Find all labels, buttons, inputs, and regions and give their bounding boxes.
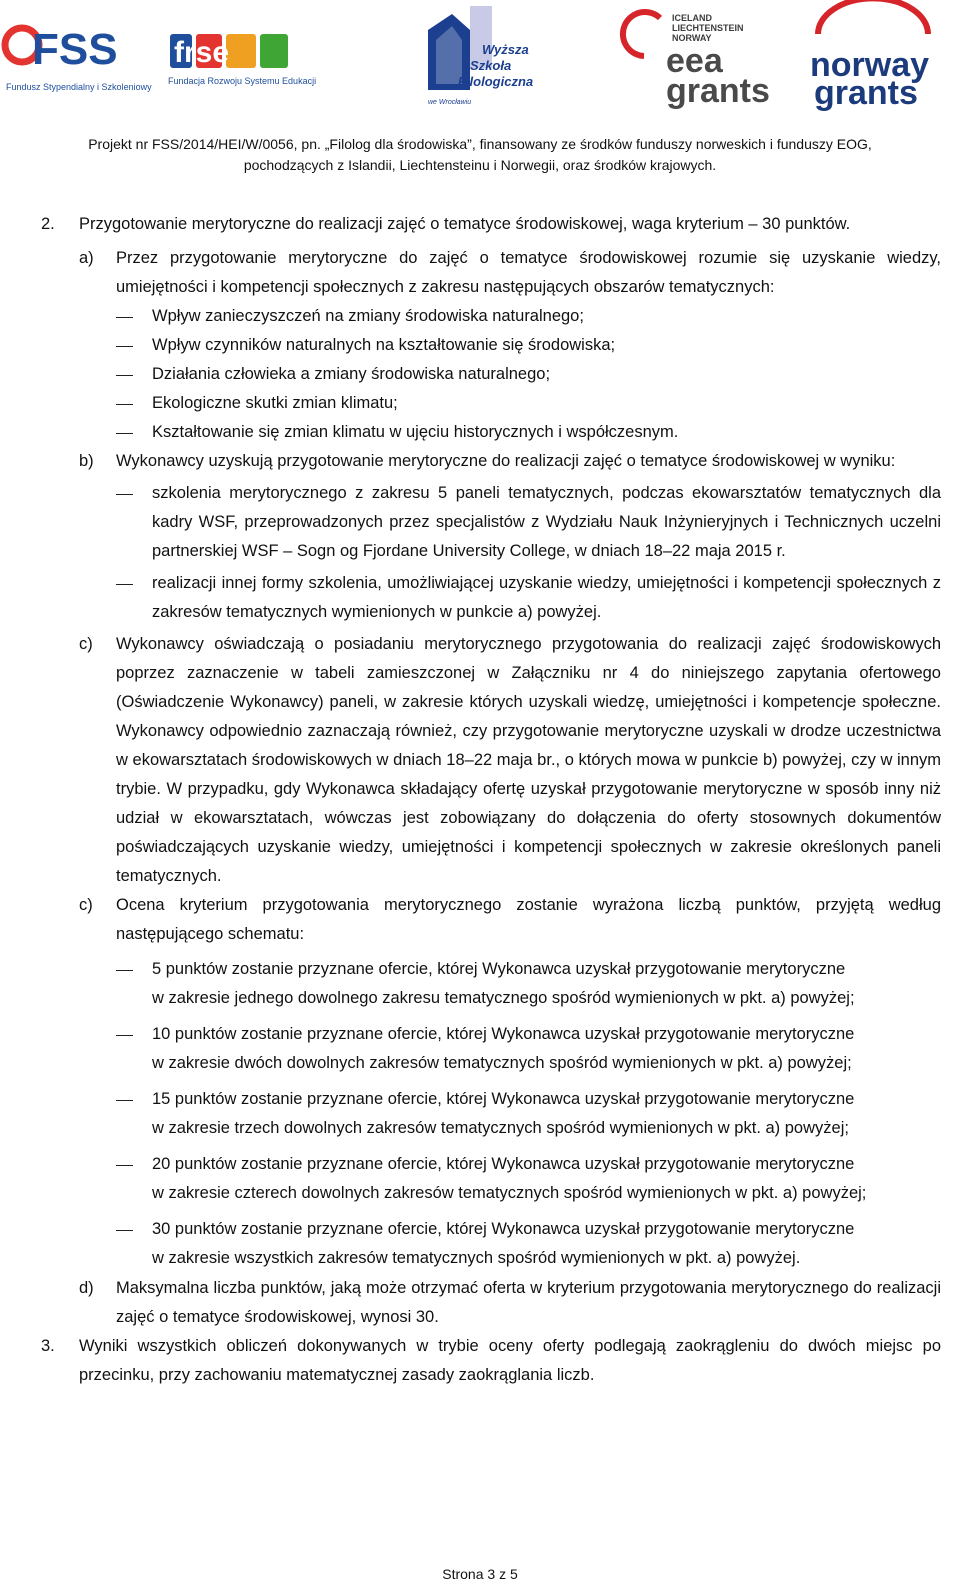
dash-bullet <box>116 404 133 405</box>
project-line-2: pochodzących z Islandii, Liechtensteinu i Norwegii, oraz środków krajowych. <box>243 157 717 173</box>
svg-text:NORWAY: NORWAY <box>672 33 712 43</box>
list-item: Wpływ czynników naturalnych na kształtowanie się środowiska; <box>152 331 942 360</box>
dash-bullet <box>116 433 133 434</box>
dash-bullet <box>116 317 133 318</box>
section-2-text: Przygotowanie merytoryczne do realizacji zajęć o tematyce środowiskowej, waga kryterium – 30 punktów. <box>79 215 851 233</box>
section-number: 3. <box>41 1337 55 1355</box>
svg-text:grants: grants <box>666 72 770 110</box>
list-item: Kształtowanie się zmian klimatu w ujęciu historycznych i współczesnym. <box>152 418 942 447</box>
logo-strip <box>0 0 960 118</box>
scoring-item: 15 punktów zostanie przyznane ofercie, której Wykonawca uzyskał przygotowanie merytoryczne w zakresie trzech dowolnych zakresów tematycznych spośród wymienionych w pkt. a) powyżej; <box>152 1085 942 1143</box>
item-c-scoring <box>0 891 960 949</box>
scoring-list <box>0 955 960 1273</box>
item-a-text: Przez przygotowanie merytoryczne do zajęć o tematyce środowiskowej rozumie się uzyskanie wiedzy, umiejętności i kompetencji społecznych z zakresu następujących obszarów tematycznych: <box>116 249 941 296</box>
logos-svg <box>0 0 960 118</box>
project-header <box>20 134 940 176</box>
svg-text:Filologiczna: Filologiczna <box>458 74 534 89</box>
svg-text:we Wrocławiu: we Wrocławiu <box>428 99 472 106</box>
svg-text:norway: norway <box>810 46 930 84</box>
list-item: Działania człowieka a zmiany środowiska naturalnego; <box>152 360 942 389</box>
dash-bullet <box>116 375 133 376</box>
frse-logo <box>168 34 316 86</box>
list-item: szkolenia merytorycznego z zakresu 5 paneli tematycznych, podczas ekowarsztatów tematycznych dla kadry WSF, przeprowadzonych przez specjalistów z Wydziału Nauk Inżynieryjnych i Technicznych uczelni partnerskiej WSF – Sogn og Fjordane University College, w dniach 18–22 maja 2015 r. <box>152 479 941 566</box>
scoring-item: 10 punktów zostanie przyznane ofercie, której Wykonawca uzyskał przygotowanie merytoryczne w zakresie dwóch dowolnych zakresów tematycznych spośród wymienionych w pkt. a) powyżej; <box>152 1020 942 1078</box>
list-item: Ekologiczne skutki zmian klimatu; <box>152 389 942 418</box>
svg-text:grants: grants <box>814 74 918 112</box>
svg-text:frse: frse <box>174 36 230 69</box>
svg-text:Szkoła: Szkoła <box>470 58 512 73</box>
document-body <box>0 210 960 1390</box>
svg-text:LIECHTENSTEIN: LIECHTENSTEIN <box>672 23 744 33</box>
dash-bullet <box>116 584 133 585</box>
item-b-list <box>0 479 960 627</box>
project-line-1: Projekt nr FSS/2014/HEI/W/0056, pn. „Filolog dla środowiska”, finansowany ze środków funduszy norweskich i funduszy EOG, <box>88 136 872 152</box>
item-b-text: Wykonawcy uzyskują przygotowanie merytoryczne do realizacji zajęć o tematyce środowiskowej w wyniku: <box>116 452 896 470</box>
svg-text:FSS: FSS <box>32 25 118 74</box>
item-d-text: Maksymalna liczba punktów, jaką może otrzymać oferta w kryterium przygotowania merytorycznego do realizacji zajęć o tematyce środowiskowej, wynosi 30. <box>116 1279 941 1326</box>
svg-text:Wyższa: Wyższa <box>482 42 529 57</box>
section-3 <box>0 1332 960 1390</box>
item-label: d) <box>79 1279 94 1297</box>
fss-logo <box>5 25 152 92</box>
scoring-item: 5 punktów zostanie przyznane ofercie, której Wykonawca uzyskał przygotowanie merytoryczne w zakresie jednego dowolnego zakresu tematycznego spośród wymienionych w pkt. a) powyżej; <box>152 955 942 1013</box>
item-c-scoring-text: Ocena kryterium przygotowania merytorycznego zostanie wyrażona liczbą punktów, przyjętą według następującego schematu: <box>116 896 941 943</box>
eea-grants-logo <box>623 12 770 110</box>
svg-text:Fundusz Stypendialny i Szkolen: Fundusz Stypendialny i Szkoleniowy <box>6 82 152 92</box>
dash-bullet <box>116 1165 133 1166</box>
dash-bullet <box>116 494 133 495</box>
section-number: 2. <box>41 215 55 233</box>
item-c-declaration-text: Wykonawcy oświadczają o posiadaniu merytorycznego przygotowania do realizacji zajęć środowiskowych poprzez zaznaczenie w tabeli zamieszczonej w Załączniku nr 4 do niniejszego zapytania ofertowego (Oświadczenie Wykonawcy) paneli, w zakresie których uzyskali wiedzę, umiejętności i kompetencje społeczne. Wykonawcy odpowiednio zaznaczają również, czy przygotowanie merytoryczne uzyskali w drodze uczestnictwa w ekowarsztatach środowiskowych w dniach 18–22 maja br., o których mowa w punkcie b) powyżej, czy w innym trybie. W przypadku, gdy Wykonawca składający ofertę uzyskał przygotowanie merytoryczne w sposób inny niż udział w ekowarsztatach, wówczas jest zobowiązany do dołączenia do oferty stosownych dokumentów poświadczających uzyskanie wiedzy, umiejętności i kompetencji społecznych w zakresie określonych paneli tematycznych. <box>116 635 941 885</box>
scoring-item: 30 punktów zostanie przyznane ofercie, której Wykonawca uzyskał przygotowanie merytoryczne w zakresie wszystkich zakresów tematycznych spośród wymienionych w pkt. a) powyżej. <box>152 1215 942 1273</box>
dash-bullet <box>116 346 133 347</box>
dash-bullet <box>116 1035 133 1036</box>
item-label: a) <box>79 249 94 267</box>
svg-text:eea: eea <box>666 42 723 80</box>
item-a <box>0 244 960 302</box>
item-c-declaration <box>0 630 960 891</box>
dash-bullet <box>116 970 133 971</box>
section-3-text: Wyniki wszystkich obliczeń dokonywanych w trybie oceny oferty podlegają zaokrągleniu do dwóch miejsc po przecinku, przy zachowaniu matematycznej zasady zaokrąglania liczb. <box>79 1337 941 1384</box>
section-2 <box>0 210 960 239</box>
item-label: c) <box>79 635 93 653</box>
item-b <box>0 447 960 476</box>
page-number: Strona 3 z 5 <box>442 1566 518 1582</box>
dash-bullet <box>116 1230 133 1231</box>
svg-text:ICELAND: ICELAND <box>672 13 712 23</box>
item-label: b) <box>79 452 94 470</box>
list-item: Wpływ zanieczyszczeń na zmiany środowiska naturalnego; <box>152 302 942 331</box>
norway-grants-logo <box>810 0 929 112</box>
svg-text:Fundacja Rozwoju Systemu Eduka: Fundacja Rozwoju Systemu Edukacji <box>168 76 317 86</box>
dash-bullet <box>116 1100 133 1101</box>
wsf-logo <box>428 6 533 106</box>
item-label: c) <box>79 896 93 914</box>
scoring-item: 20 punktów zostanie przyznane ofercie, której Wykonawca uzyskał przygotowanie merytoryczne w zakresie czterech dowolnych zakresów tematycznych spośród wymienionych w pkt. a) powyżej; <box>152 1150 942 1208</box>
list-item: realizacji innej formy szkolenia, umożliwiającej uzyskanie wiedzy, umiejętności i kompetencji społecznych z zakresów tematycznych wymienionych w punkcie a) powyżej. <box>152 569 941 627</box>
item-a-list <box>0 302 960 447</box>
item-d <box>0 1274 960 1332</box>
